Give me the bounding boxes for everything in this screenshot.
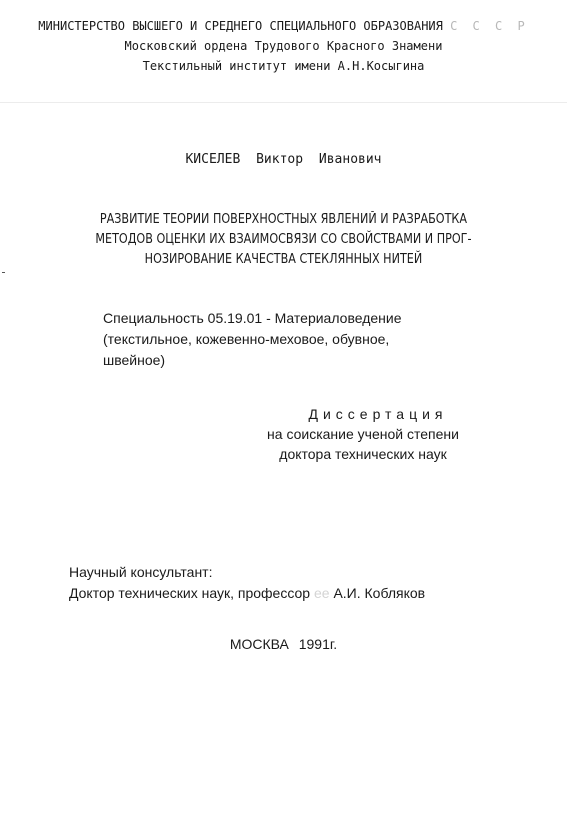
dissertation-field-line: доктора технических наук: [279, 446, 447, 462]
scan-speck: [2, 272, 5, 273]
dissertation-degree-line: на соискание ученой степени: [267, 426, 459, 442]
consultant-line: [69, 583, 425, 604]
consultant-name: А.И. Кобляков: [333, 585, 426, 601]
title-line-3: НОЗИРОВАНИЕ КАЧЕСТВА СТЕКЛЯННЫХ НИТЕЙ: [144, 252, 423, 267]
header-institute-line: Текстильный институт имени А.Н.Косыгина: [142, 59, 425, 73]
author-name: КИСЕЛЕВ Виктор Иванович: [185, 152, 382, 167]
dissertation-block: [248, 404, 478, 464]
consultant-label: Научный консультант:: [69, 564, 213, 580]
specialty-line-1: Специальность 05.19.01 - Материаловедение: [103, 310, 402, 326]
specialty-line-3: швейное): [103, 352, 166, 368]
ussr-faint-text: С С С Р: [450, 19, 529, 33]
dissertation-heading: Диссертация: [308, 406, 448, 422]
header-order-line: Московский ордена Трудового Красного Знамени: [124, 39, 443, 53]
specialty-line-2: (текстильное, кожевенно-меховое, обувное,: [103, 331, 390, 347]
header-ministry-line: [0, 16, 567, 36]
specialty-block: [103, 308, 402, 371]
consultant-role: Доктор технических наук, профессор: [69, 585, 311, 601]
consultant-block: [69, 562, 425, 604]
consultant-ghost-text: ее: [313, 585, 330, 601]
city-year: МОСКВА 1991г.: [229, 636, 338, 652]
ministry-text: МИНИСТЕРСТВО ВЫСШЕГО И СРЕДНЕГО СПЕЦИАЛЬНОГО ОБРАЗОВАНИЯ: [38, 19, 443, 33]
scan-artifact-line: [0, 102, 567, 103]
dissertation-title: [40, 210, 528, 270]
title-line-1: РАЗВИТИЕ ТЕОРИИ ПОВЕРХНОСТНЫХ ЯВЛЕНИЙ И РАЗРАБОТКА: [99, 212, 467, 227]
title-line-2: МЕТОДОВ ОЦЕНКИ ИХ ВЗАИМОСВЯЗИ СО СВОЙСТВАМИ И ПРОГ-: [95, 232, 472, 247]
institution-header: [0, 16, 567, 76]
